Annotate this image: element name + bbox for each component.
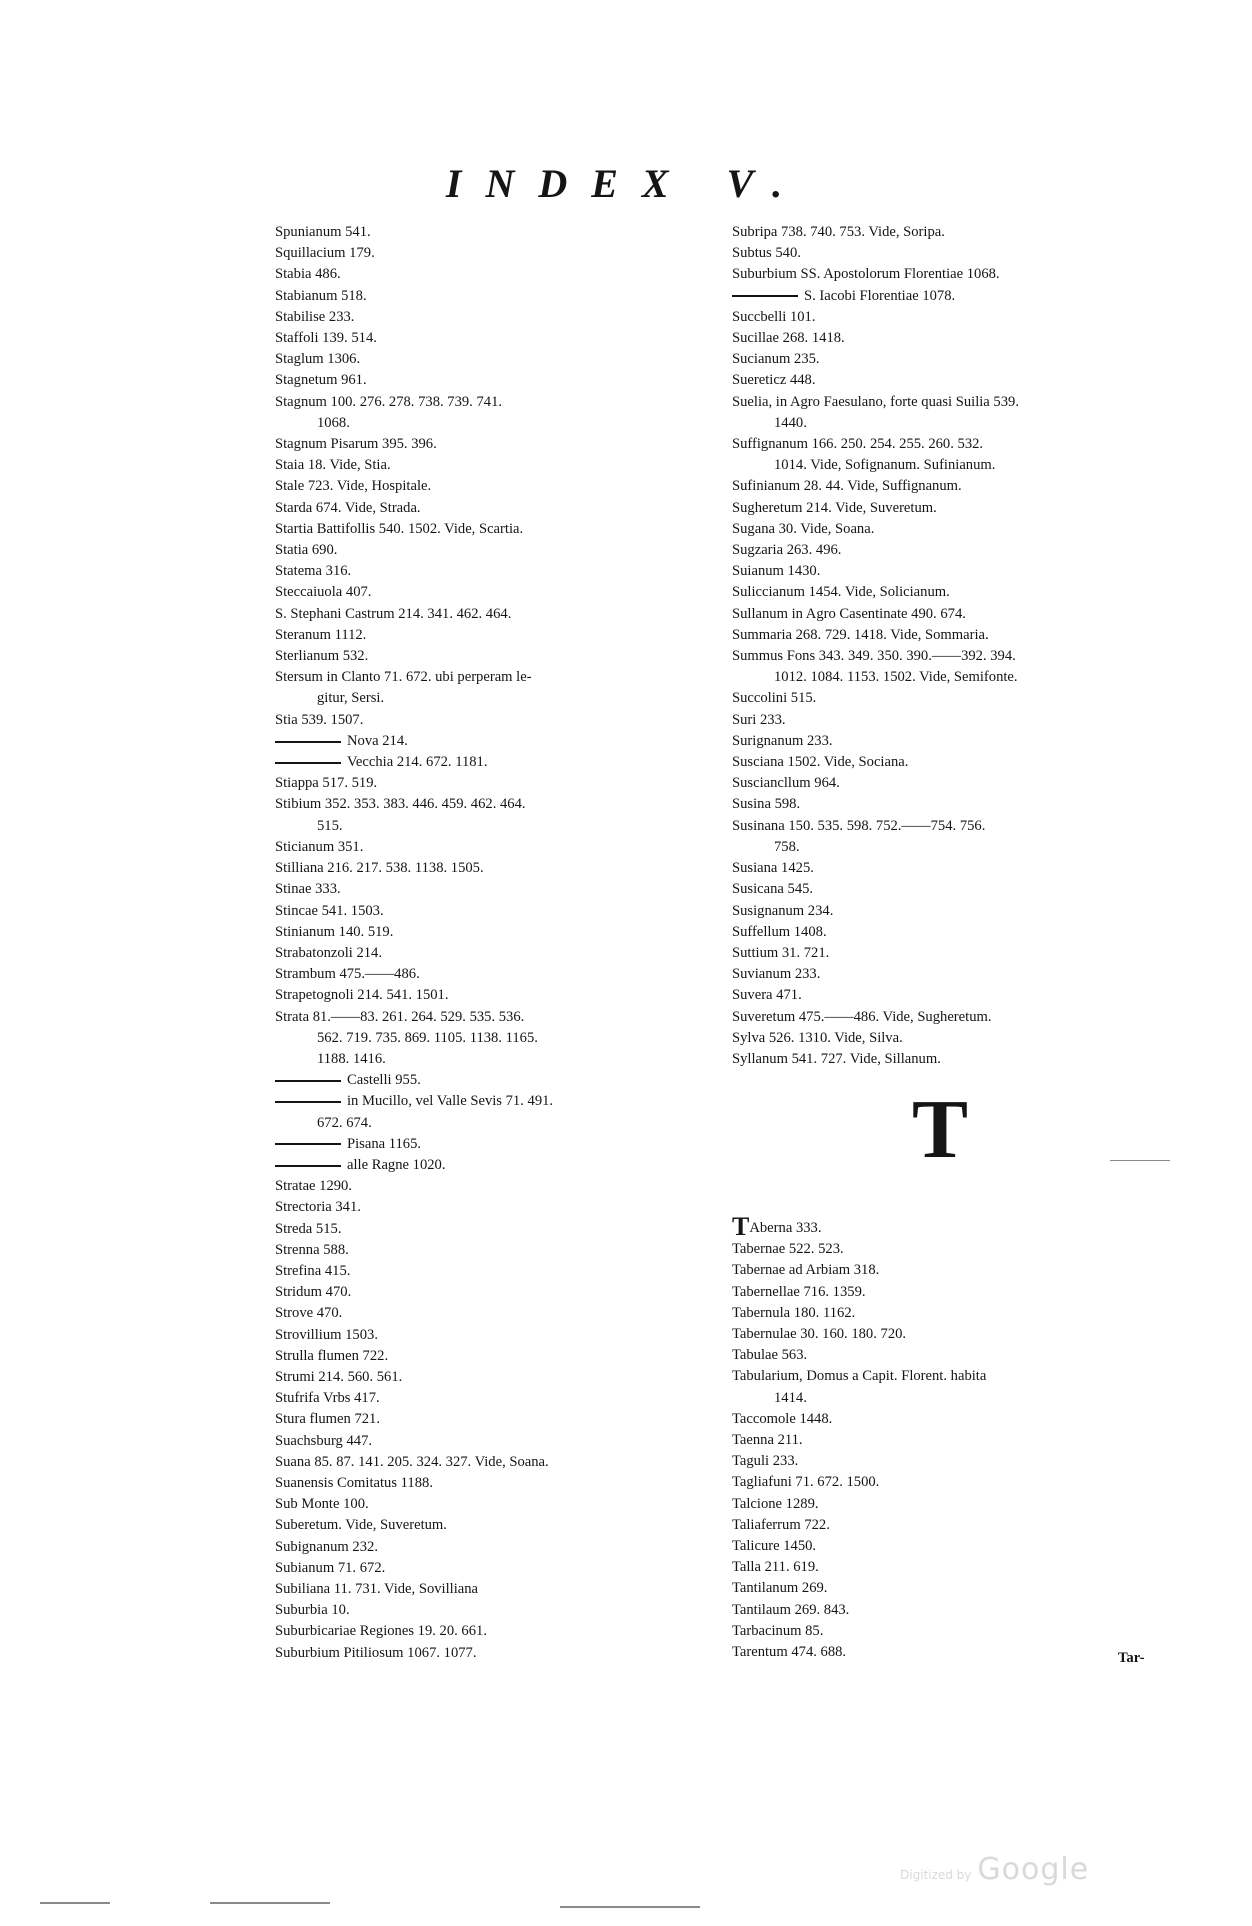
index-entry bbox=[732, 561, 1180, 582]
entry-text: Sucianum 235. bbox=[732, 351, 820, 368]
entry-text: Taguli 233. bbox=[732, 1453, 799, 1470]
entry-text: 1012. 1084. 1153. 1502. Vide, Semifonte. bbox=[774, 669, 1018, 686]
entry-text: Suburbicariae Regiones 19. 20. 661. bbox=[275, 1623, 487, 1640]
index-entry bbox=[275, 1621, 725, 1642]
index-entry bbox=[732, 816, 1180, 837]
entry-text: Susciancllum 964. bbox=[732, 775, 840, 792]
index-entry bbox=[732, 858, 1180, 879]
catchword: Tar- bbox=[1118, 1650, 1145, 1666]
index-entry bbox=[732, 328, 1180, 349]
index-entry bbox=[732, 1494, 1180, 1515]
entry-text: Susignanum 234. bbox=[732, 902, 834, 919]
watermark-small-text: Digitized by bbox=[900, 1868, 972, 1882]
entry-text: Nova 214. bbox=[347, 732, 408, 749]
index-entry bbox=[275, 964, 725, 985]
entry-text: Stridum 470. bbox=[275, 1284, 352, 1301]
entry-text: Stabilise 233. bbox=[275, 308, 355, 325]
index-entry bbox=[275, 837, 725, 858]
index-entry bbox=[275, 1282, 725, 1303]
index-entry bbox=[732, 455, 1180, 476]
entry-text: Susina 598. bbox=[732, 796, 801, 813]
entry-text: Tabernula 180. 1162. bbox=[732, 1304, 856, 1321]
ditto-dash bbox=[275, 762, 341, 764]
index-column-right bbox=[732, 222, 1180, 1070]
index-entry bbox=[732, 1536, 1180, 1557]
entry-text: S. Stephani Castrum 214. 341. 462. 464. bbox=[275, 605, 512, 622]
index-entry bbox=[275, 1515, 725, 1536]
index-entry bbox=[275, 1643, 725, 1664]
ditto-dash bbox=[732, 295, 798, 297]
index-entry bbox=[732, 837, 1180, 858]
index-entry bbox=[275, 540, 725, 561]
index-entry bbox=[732, 264, 1180, 285]
index-entry bbox=[732, 1409, 1180, 1430]
index-entry bbox=[732, 1282, 1180, 1303]
entry-text: Tabernae 522. 523. bbox=[732, 1241, 844, 1258]
index-entry bbox=[732, 1515, 1180, 1536]
index-entry bbox=[732, 1451, 1180, 1472]
entry-text: Tarentum 474. 688. bbox=[732, 1644, 847, 1661]
scan-speck bbox=[210, 1902, 330, 1904]
entry-text: Sufinianum 28. 44. Vide, Suffignanum. bbox=[732, 478, 962, 495]
index-entry bbox=[275, 604, 725, 625]
index-entry bbox=[275, 858, 725, 879]
index-entry bbox=[275, 943, 725, 964]
index-entry bbox=[732, 1028, 1180, 1049]
index-entry bbox=[275, 1303, 725, 1324]
entry-text: Strefina 415. bbox=[275, 1262, 351, 1279]
entry-text: Spunianum 541. bbox=[275, 224, 371, 240]
index-entry bbox=[275, 561, 725, 582]
entry-text: Pisana 1165. bbox=[347, 1135, 422, 1152]
entry-text: Tantilaum 269. 843. bbox=[732, 1601, 850, 1618]
entry-text: Suana 85. 87. 141. 205. 324. 327. Vide, Soana. bbox=[275, 1453, 549, 1470]
index-entry bbox=[732, 370, 1180, 391]
index-entry bbox=[275, 731, 725, 752]
ditto-dash bbox=[275, 741, 341, 743]
page-title: INDEX V. bbox=[445, 161, 807, 206]
index-entry bbox=[732, 1366, 1180, 1387]
entry-text: Susicana 545. bbox=[732, 881, 814, 898]
entry-text: Suttium 31. 721. bbox=[732, 944, 830, 961]
entry-text: Strumi 214. 560. 561. bbox=[275, 1368, 403, 1385]
entry-text: Taccomole 1448. bbox=[732, 1410, 833, 1427]
entry-text: Sugana 30. Vide, Soana. bbox=[732, 520, 875, 537]
digitized-watermark bbox=[900, 1852, 1089, 1887]
entry-text: Strambum 475.——486. bbox=[275, 966, 420, 983]
index-entry bbox=[732, 667, 1180, 688]
entry-text: Suianum 1430. bbox=[732, 563, 821, 580]
entry-text: Strabatonzoli 214. bbox=[275, 944, 383, 961]
entry-text: Tarbacinum 85. bbox=[732, 1622, 824, 1639]
entry-text: Subignanum 232. bbox=[275, 1538, 378, 1555]
entry-text: 1014. Vide, Sofignanum. Sufinianum. bbox=[774, 457, 996, 474]
index-entry bbox=[275, 1028, 725, 1049]
entry-text: Stagnum Pisarum 395. 396. bbox=[275, 436, 437, 453]
watermark-brand: Google bbox=[977, 1852, 1090, 1887]
entry-text: Strata 81.——83. 261. 264. 529. 535. 536. bbox=[275, 1008, 525, 1025]
index-entry bbox=[275, 413, 725, 434]
index-entry bbox=[732, 1621, 1180, 1642]
index-entry bbox=[275, 1452, 725, 1473]
entry-text: Succolini 515. bbox=[732, 690, 817, 707]
entry-text: Stibium 352. 353. 383. 446. 459. 462. 464. bbox=[275, 796, 526, 813]
entry-text: 672. 674. bbox=[317, 1114, 372, 1131]
index-entry bbox=[275, 1240, 725, 1261]
entry-text: Stabia 486. bbox=[275, 266, 341, 283]
entry-text: Sub Monte 100. bbox=[275, 1496, 369, 1513]
entry-text: Stincae 541. 1503. bbox=[275, 902, 384, 919]
entry-text: 515. bbox=[317, 817, 343, 834]
index-entry bbox=[275, 1346, 725, 1367]
entry-text: Sylva 526. 1310. Vide, Silva. bbox=[732, 1029, 903, 1046]
entry-text: Summaria 268. 729. 1418. Vide, Sommaria. bbox=[732, 626, 989, 643]
entry-text: Tagliafuni 71. 672. 1500. bbox=[732, 1474, 880, 1491]
index-entry bbox=[732, 540, 1180, 561]
index-entry bbox=[732, 222, 1180, 243]
index-entry bbox=[275, 1558, 725, 1579]
entry-text: Talla 211. 619. bbox=[732, 1559, 819, 1576]
index-entry bbox=[275, 879, 725, 900]
index-entry bbox=[275, 1155, 725, 1176]
entry-text: Stersum in Clanto 71. 672. ubi perperam le- bbox=[275, 669, 532, 686]
entry-text: Stabianum 518. bbox=[275, 287, 367, 304]
index-entry bbox=[732, 434, 1180, 455]
index-entry bbox=[275, 582, 725, 603]
index-entry bbox=[732, 349, 1180, 370]
index-entry bbox=[732, 1260, 1180, 1281]
index-entry bbox=[275, 816, 725, 837]
index-entry bbox=[732, 1472, 1180, 1493]
entry-text: in Mucillo, vel Valle Sevis 71. 491. bbox=[347, 1093, 554, 1110]
index-entry bbox=[275, 434, 725, 455]
entry-text: Stratae 1290. bbox=[275, 1178, 353, 1195]
index-entry bbox=[275, 1473, 725, 1494]
entry-text: Sticianum 351. bbox=[275, 838, 364, 855]
entry-text: Suvera 471. bbox=[732, 987, 802, 1004]
index-entry bbox=[275, 1325, 725, 1346]
index-entry bbox=[275, 1219, 725, 1240]
index-entry bbox=[732, 879, 1180, 900]
entry-text: 562. 719. 735. 869. 1105. 1138. 1165. bbox=[317, 1029, 538, 1046]
entry-text: Suffellum 1408. bbox=[732, 923, 827, 940]
entry-text: Suburbium Pitiliosum 1067. 1077. bbox=[275, 1644, 477, 1661]
index-entry bbox=[275, 710, 725, 731]
index-entry bbox=[732, 731, 1180, 752]
index-entry bbox=[275, 1409, 725, 1430]
section-letter-t: T bbox=[912, 1083, 969, 1176]
entry-text: Susinana 150. 535. 598. 752.——754. 756. bbox=[732, 817, 986, 834]
entry-text: Suffignanum 166. 250. 254. 255. 260. 532. bbox=[732, 436, 984, 453]
index-entry bbox=[275, 264, 725, 285]
index-entry bbox=[732, 392, 1180, 413]
index-entry bbox=[275, 286, 725, 307]
index-entry bbox=[275, 646, 725, 667]
index-entry bbox=[275, 901, 725, 922]
entry-text: Stufrifa Vrbs 417. bbox=[275, 1390, 380, 1407]
entry-text: Stilliana 216. 217. 538. 1138. 1505. bbox=[275, 860, 484, 877]
index-entry bbox=[275, 1367, 725, 1388]
index-entry bbox=[732, 1345, 1180, 1366]
index-entry bbox=[732, 498, 1180, 519]
entry-text: Taliaferrum 722. bbox=[732, 1516, 830, 1533]
index-entry bbox=[275, 370, 725, 391]
entry-text: Sullanum in Agro Casentinate 490. 674. bbox=[732, 605, 966, 622]
index-entry bbox=[275, 922, 725, 943]
ditto-dash bbox=[275, 1143, 341, 1145]
index-entry bbox=[732, 243, 1180, 264]
index-entry bbox=[275, 1261, 725, 1282]
index-entry bbox=[732, 1049, 1180, 1070]
index-entry bbox=[275, 794, 725, 815]
entry-text: Strectoria 341. bbox=[275, 1199, 361, 1216]
index-column-left bbox=[275, 222, 725, 1664]
index-entry bbox=[275, 1134, 725, 1155]
entry-text: Tabernae ad Arbiam 318. bbox=[732, 1262, 880, 1279]
index-entry bbox=[732, 752, 1180, 773]
entry-text: Strulla flumen 722. bbox=[275, 1347, 389, 1364]
entry-text: Subianum 71. 672. bbox=[275, 1559, 386, 1576]
index-entry bbox=[732, 1430, 1180, 1451]
entry-text: Suburbia 10. bbox=[275, 1602, 350, 1619]
entry-text: Aberna 333. bbox=[749, 1220, 822, 1236]
index-entry bbox=[732, 307, 1180, 328]
index-entry bbox=[275, 1600, 725, 1621]
index-entry bbox=[275, 243, 725, 264]
entry-text: Subtus 540. bbox=[732, 245, 801, 262]
entry-text: Suachsburg 447. bbox=[275, 1432, 373, 1449]
index-entry bbox=[275, 1049, 725, 1070]
entry-text: Staglum 1306. bbox=[275, 351, 361, 368]
entry-text: Suanensis Comitatus 1188. bbox=[275, 1474, 433, 1491]
entry-text: Suvianum 233. bbox=[732, 966, 821, 983]
entry-text: Statema 316. bbox=[275, 563, 352, 580]
entry-text: Suelia, in Agro Faesulano, forte quasi Suilia 539. bbox=[732, 393, 1019, 410]
entry-text: Stale 723. Vide, Hospitale. bbox=[275, 478, 432, 495]
index-entry bbox=[732, 413, 1180, 434]
entry-text: Stiappa 517. 519. bbox=[275, 775, 378, 792]
entry-text: Starda 674. Vide, Strada. bbox=[275, 499, 421, 516]
index-entry bbox=[275, 1070, 725, 1091]
entry-text: Suberetum. Vide, Suveretum. bbox=[275, 1517, 447, 1534]
entry-text: Staia 18. Vide, Stia. bbox=[275, 457, 391, 474]
entry-text: Syllanum 541. 727. Vide, Sillanum. bbox=[732, 1050, 941, 1067]
scan-speck bbox=[560, 1906, 700, 1908]
entry-text: Sugheretum 214. Vide, Suveretum. bbox=[732, 499, 937, 516]
entry-text: Succbelli 101. bbox=[732, 308, 816, 325]
ditto-dash bbox=[275, 1080, 341, 1082]
index-entry bbox=[732, 1578, 1180, 1599]
entry-text: Startia Battifollis 540. 1502. Vide, Scartia. bbox=[275, 520, 524, 537]
index-column-t-section bbox=[732, 1212, 1180, 1663]
index-entry bbox=[732, 710, 1180, 731]
index-entry bbox=[275, 667, 725, 688]
index-entry bbox=[732, 1303, 1180, 1324]
entry-text: Suveretum 475.——486. Vide, Sugheretum. bbox=[732, 1008, 992, 1025]
index-entry bbox=[275, 222, 725, 243]
index-entry bbox=[732, 1007, 1180, 1028]
index-entry bbox=[732, 1212, 1180, 1241]
entry-text: Tabernulae 30. 160. 180. 720. bbox=[732, 1326, 907, 1343]
entry-text: Stinae 333. bbox=[275, 881, 341, 898]
entry-text: 1068. bbox=[317, 414, 350, 431]
index-entry bbox=[275, 1176, 725, 1197]
entry-text: Stura flumen 721. bbox=[275, 1411, 380, 1428]
index-entry bbox=[275, 688, 725, 709]
entry-text: Strapetognoli 214. 541. 1501. bbox=[275, 987, 449, 1004]
entry-text: Steranum 1112. bbox=[275, 626, 367, 643]
index-entry bbox=[732, 604, 1180, 625]
index-entry bbox=[732, 985, 1180, 1006]
index-entry bbox=[275, 1388, 725, 1409]
index-entry bbox=[732, 901, 1180, 922]
index-entry bbox=[732, 1388, 1180, 1409]
scan-speck bbox=[1110, 1160, 1170, 1161]
entry-text: Stia 539. 1507. bbox=[275, 711, 364, 728]
index-entry bbox=[732, 286, 1180, 307]
entry-text: Squillacium 179. bbox=[275, 245, 375, 262]
index-entry bbox=[732, 1600, 1180, 1621]
entry-text: Taenna 211. bbox=[732, 1432, 803, 1449]
index-entry bbox=[732, 625, 1180, 646]
index-entry bbox=[275, 1537, 725, 1558]
index-entry bbox=[275, 1197, 725, 1218]
entry-text: Tabularium, Domus a Capit. Florent. habita bbox=[732, 1368, 987, 1385]
entry-text: Subripa 738. 740. 753. Vide, Soripa. bbox=[732, 224, 945, 240]
entry-text: Stagnum 100. 276. 278. 738. 739. 741. bbox=[275, 393, 503, 410]
index-entry bbox=[275, 985, 725, 1006]
entry-text: Summus Fons 343. 349. 350. 390.——392. 394. bbox=[732, 648, 1016, 665]
entry-text: Stagnetum 961. bbox=[275, 372, 367, 389]
index-entry bbox=[275, 1113, 725, 1134]
index-entry bbox=[732, 1239, 1180, 1260]
index-entry bbox=[732, 943, 1180, 964]
entry-text: Talcione 1289. bbox=[732, 1495, 819, 1512]
index-entry bbox=[732, 1324, 1180, 1345]
index-entry bbox=[732, 922, 1180, 943]
drop-initial: T bbox=[732, 1212, 750, 1241]
entry-text: Statia 690. bbox=[275, 542, 338, 559]
index-entry bbox=[732, 519, 1180, 540]
entry-text: Stinianum 140. 519. bbox=[275, 923, 394, 940]
index-entry bbox=[732, 582, 1180, 603]
index-entry bbox=[275, 1431, 725, 1452]
entry-text: Sugzaria 263. 496. bbox=[732, 542, 842, 559]
t-entries-list bbox=[732, 1239, 1180, 1663]
entry-text: Strove 470. bbox=[275, 1305, 343, 1322]
entry-text: Tabernellae 716. 1359. bbox=[732, 1283, 866, 1300]
entry-text: 1414. bbox=[774, 1389, 807, 1406]
index-entry bbox=[275, 349, 725, 370]
entry-text: S. Iacobi Florentiae 1078. bbox=[804, 287, 956, 304]
entry-text: Staffoli 139. 514. bbox=[275, 330, 377, 347]
ditto-dash bbox=[275, 1165, 341, 1167]
index-entry bbox=[275, 1579, 725, 1600]
entry-text: Streda 515. bbox=[275, 1220, 342, 1237]
index-entry bbox=[732, 646, 1180, 667]
index-entry bbox=[275, 625, 725, 646]
index-entry bbox=[275, 1007, 725, 1028]
index-entry bbox=[732, 794, 1180, 815]
index-entry bbox=[275, 476, 725, 497]
entry-text: Tantilanum 269. bbox=[732, 1580, 828, 1597]
index-entry bbox=[732, 476, 1180, 497]
entry-text: Susiana 1425. bbox=[732, 860, 814, 877]
entry-text: Suereticz 448. bbox=[732, 372, 816, 389]
index-entry bbox=[732, 964, 1180, 985]
index-entry bbox=[732, 688, 1180, 709]
entry-text: Subiliana 11. 731. Vide, Sovilliana bbox=[275, 1581, 479, 1597]
entry-text: Castelli 955. bbox=[347, 1072, 421, 1089]
index-entry bbox=[275, 498, 725, 519]
entry-text: Susciana 1502. Vide, Sociana. bbox=[732, 754, 909, 771]
entry-text: Suri 233. bbox=[732, 711, 786, 728]
entry-text: Tabulae 563. bbox=[732, 1347, 808, 1364]
index-entry bbox=[275, 752, 725, 773]
entry-text: Sterlianum 532. bbox=[275, 648, 369, 665]
entry-text: Vecchia 214. 672. 1181. bbox=[347, 754, 488, 771]
entry-text: Sucillae 268. 1418. bbox=[732, 330, 845, 347]
index-entry bbox=[275, 1091, 725, 1112]
entry-text: Suliccianum 1454. Vide, Solicianum. bbox=[732, 584, 950, 601]
scan-speck bbox=[40, 1902, 110, 1904]
entry-text: Suburbium SS. Apostolorum Florentiae 1068. bbox=[732, 266, 1000, 283]
index-entry bbox=[732, 773, 1180, 794]
index-entry bbox=[275, 519, 725, 540]
entry-text: 1440. bbox=[774, 414, 807, 431]
entry-text: alle Ragne 1020. bbox=[347, 1156, 446, 1173]
index-entry bbox=[275, 455, 725, 476]
index-entry bbox=[275, 1494, 725, 1515]
entry-text: Talicure 1450. bbox=[732, 1538, 817, 1555]
ditto-dash bbox=[275, 1101, 341, 1103]
entry-text: Strenna 588. bbox=[275, 1241, 349, 1258]
entry-text: Steccaiuola 407. bbox=[275, 584, 372, 601]
index-entry bbox=[275, 328, 725, 349]
entry-text: 1188. 1416. bbox=[317, 1050, 386, 1067]
index-entry bbox=[275, 392, 725, 413]
entry-text: 758. bbox=[774, 838, 800, 855]
index-entry bbox=[275, 307, 725, 328]
entry-text: Surignanum 233. bbox=[732, 732, 833, 749]
entry-text: gitur, Sersi. bbox=[317, 690, 385, 707]
entry-text: Strovillium 1503. bbox=[275, 1326, 378, 1343]
index-entry bbox=[732, 1557, 1180, 1578]
index-entry bbox=[275, 773, 725, 794]
index-entry bbox=[732, 1642, 1180, 1663]
